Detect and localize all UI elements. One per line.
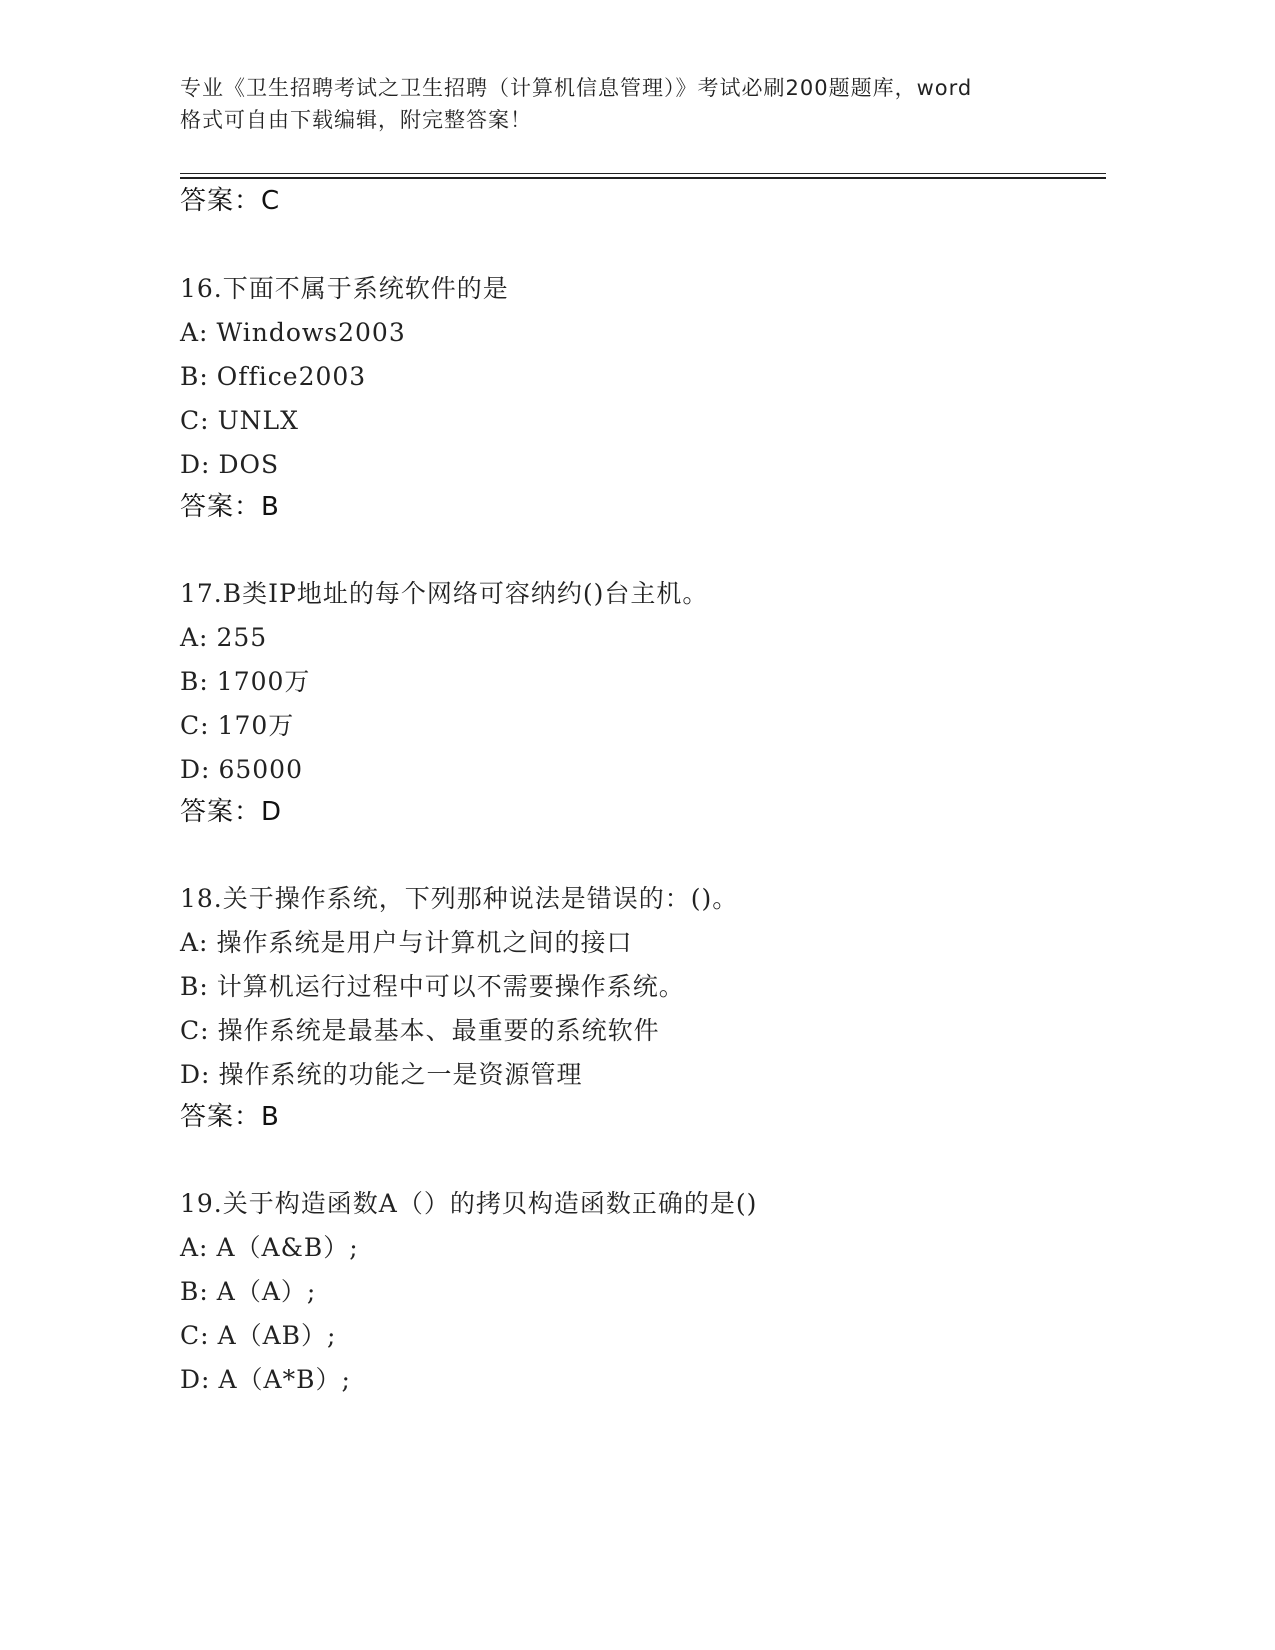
header-divider-thin bbox=[180, 173, 1106, 174]
question-19 bbox=[180, 1187, 1100, 1407]
option-c: C: 170万 bbox=[180, 711, 295, 740]
option-a: A: Windows2003 bbox=[180, 318, 406, 347]
answer-18: 答案：B bbox=[180, 1102, 280, 1132]
option-b: B: Office2003 bbox=[180, 362, 367, 391]
option-a: A: A（A&B）; bbox=[180, 1233, 359, 1262]
option-c: C: A（AB）; bbox=[180, 1321, 337, 1350]
option-d: D: 操作系统的功能之一是资源管理 bbox=[180, 1060, 583, 1089]
question-18 bbox=[180, 882, 1100, 1102]
answer-17: 答案：D bbox=[180, 797, 283, 827]
header-line-1: 专业《卫生招聘考试之卫生招聘（计算机信息管理）》考试必刷200题题库，word bbox=[180, 76, 973, 100]
header-line-2: 格式可自由下载编辑，附完整答案！ bbox=[180, 108, 532, 132]
question-stem: 18.关于操作系统，下列那种说法是错误的：()。 bbox=[180, 884, 739, 913]
header-divider-thick bbox=[180, 177, 1106, 179]
option-d: D: 65000 bbox=[180, 755, 303, 784]
question-stem: 17.B类IP地址的每个网络可容纳约()台主机。 bbox=[180, 579, 709, 608]
option-b: B: A（A）; bbox=[180, 1277, 317, 1306]
question-17 bbox=[180, 577, 1100, 797]
option-b: B: 计算机运行过程中可以不需要操作系统。 bbox=[180, 972, 685, 1001]
option-a: A: 255 bbox=[180, 623, 268, 652]
option-c: C: 操作系统是最基本、最重要的系统软件 bbox=[180, 1016, 660, 1045]
option-b: B: 1700万 bbox=[180, 667, 311, 696]
previous-answer: 答案：C bbox=[180, 186, 281, 216]
option-d: D: DOS bbox=[180, 450, 280, 479]
answer-16: 答案：B bbox=[180, 492, 280, 522]
option-c: C: UNLX bbox=[180, 406, 299, 435]
question-stem: 16.下面不属于系统软件的是 bbox=[180, 274, 509, 303]
question-stem: 19.关于构造函数A（）的拷贝构造函数正确的是() bbox=[180, 1189, 758, 1218]
question-16 bbox=[180, 272, 1100, 492]
document-header bbox=[180, 72, 1060, 136]
option-d: D: A（A*B）; bbox=[180, 1365, 351, 1394]
option-a: A: 操作系统是用户与计算机之间的接口 bbox=[180, 928, 633, 957]
